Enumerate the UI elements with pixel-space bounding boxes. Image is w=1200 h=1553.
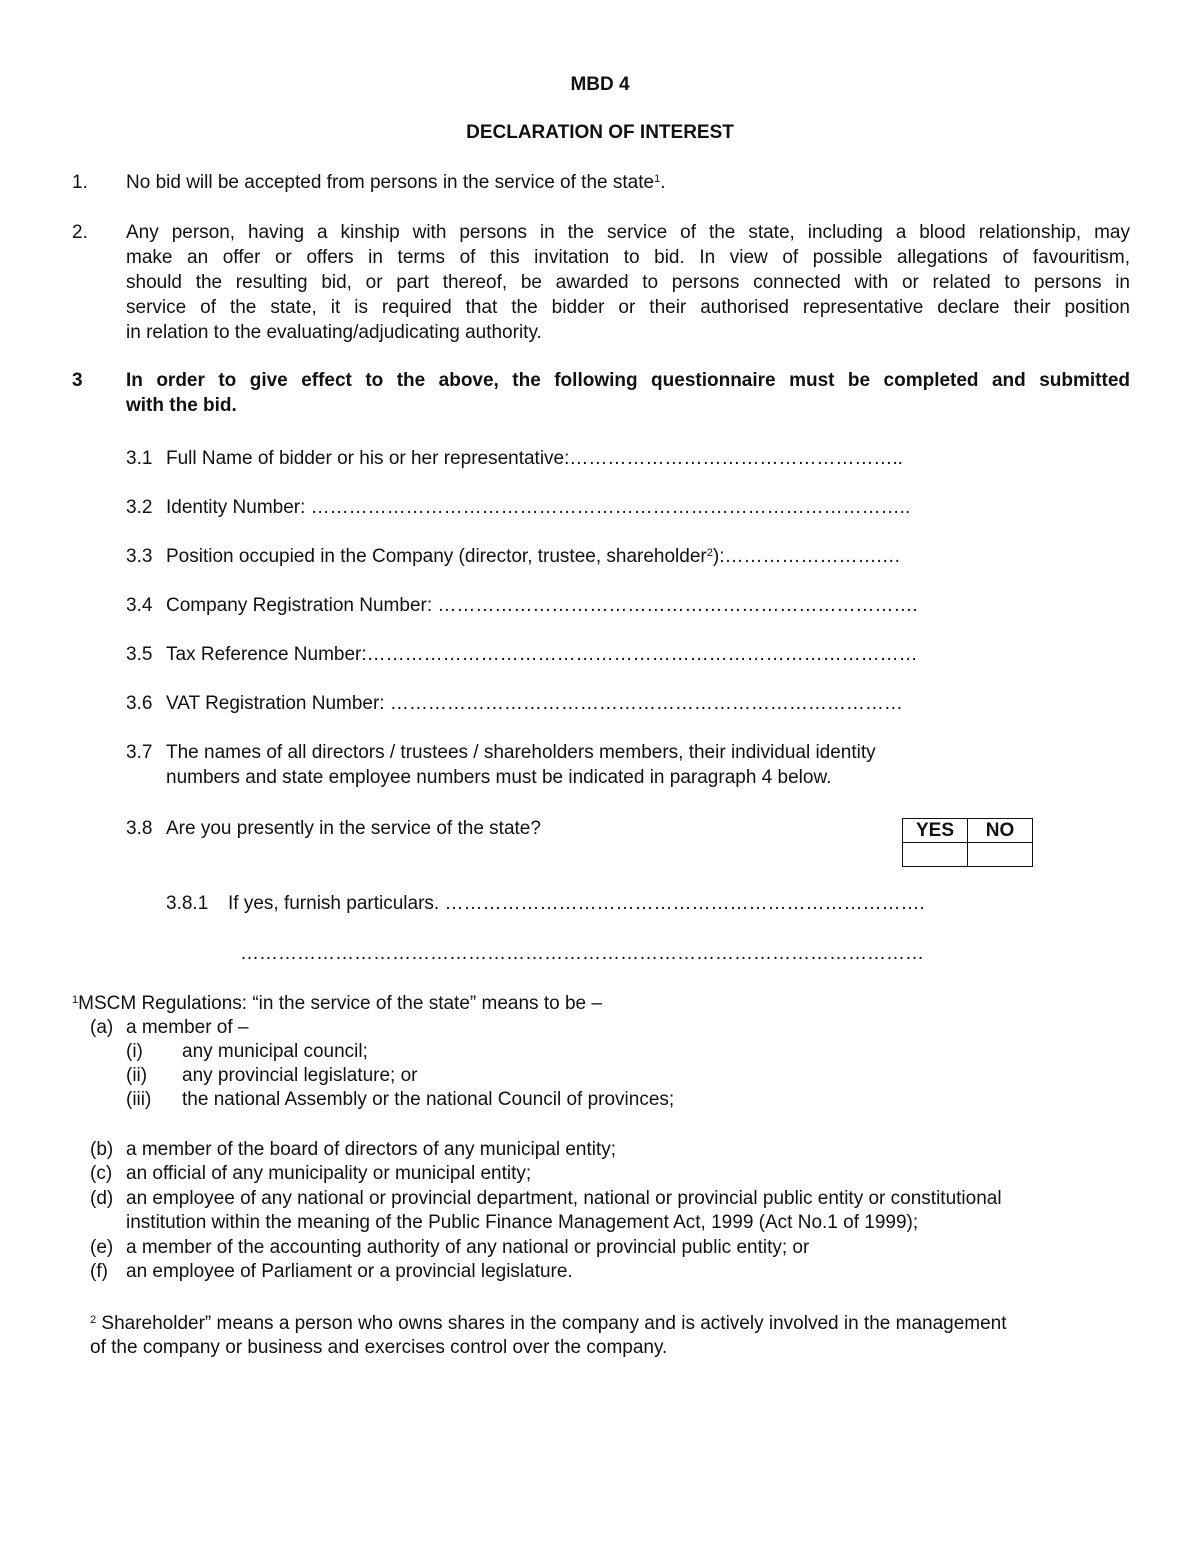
footnote-1-text: MSCM Regulations: “in the service of the state” means to be – <box>78 993 602 1014</box>
q-3-3-number: 3.3 <box>126 546 153 567</box>
footnote-2 <box>90 1313 1007 1335</box>
fn1-c-text: an official of any municipality or municipal entity; <box>126 1163 532 1184</box>
q-3-8-text: Are you presently in the service of the state? <box>166 818 541 839</box>
fn1-a-text: a member of – <box>126 1017 249 1038</box>
q-3-7-text: numbers and state employee numbers must be indicated in paragraph 4 below. <box>166 767 832 788</box>
fn1-d-text: institution within the meaning of the Public Finance Management Act, 1999 (Act No.1 of 1999); <box>126 1212 919 1233</box>
item-1-number: 1. <box>72 172 88 193</box>
full-name-field[interactable]: Full Name of bidder or his or her representative:…………………………………………….. <box>166 448 903 469</box>
item-3-number: 3 <box>72 370 83 391</box>
footnote-2-text-line2: of the company or business and exercises control over the company. <box>90 1337 668 1358</box>
fn1-e-text: a member of the accounting authority of any national or provincial public entity; or <box>126 1237 810 1258</box>
fn1-f-text: an employee of Parliament or a provincial legislature. <box>126 1261 573 1282</box>
footnote-1-marker: 1 <box>72 994 79 1006</box>
item-3-line: with the bid. <box>126 395 237 416</box>
item-2-number: 2. <box>72 222 88 243</box>
fn1-e-label: (e) <box>90 1237 114 1258</box>
fn1-iii-text: the national Assembly or the national Council of provinces; <box>182 1089 675 1110</box>
footnote-2-marker: 2 <box>90 1314 97 1326</box>
footnote-2-text: Shareholder” means a person who owns shares in the company and is actively involved in the management <box>96 1313 1007 1334</box>
fn1-d-label: (d) <box>90 1188 114 1209</box>
item-1-body: No bid will be accepted from persons in the service of the state <box>126 172 655 193</box>
position-label: Position occupied in the Company (director, trustee, shareholder <box>166 546 707 567</box>
yes-checkbox[interactable] <box>903 843 968 867</box>
fn1-ii-label: (ii) <box>126 1065 148 1086</box>
item-2-line: in relation to the evaluating/adjudicating authority. <box>126 322 542 343</box>
q-3-2-number: 3.2 <box>126 497 153 518</box>
no-checkbox[interactable] <box>968 843 1033 867</box>
item-2-line: Any person, having a kinship with persons in the service of the state, including a blood relationship, may <box>126 222 1130 243</box>
footnote-ref-2: 2 <box>706 547 713 559</box>
q-3-7-text: The names of all directors / trustees / shareholders members, their individual identity <box>166 742 876 763</box>
item-1-end: . <box>660 172 666 193</box>
particulars-field-line2[interactable]: ……………………………………………………………………………………………… <box>240 943 924 964</box>
q-3-7-number: 3.7 <box>126 742 153 763</box>
item-2-line: should the resulting bid, or part thereof, be awarded to persons connected with or related to persons in <box>126 272 1130 293</box>
fn1-b-text: a member of the board of directors of any municipal entity; <box>126 1139 617 1160</box>
fn1-iii-label: (iii) <box>126 1089 152 1110</box>
q-3-1-number: 3.1 <box>126 448 153 469</box>
item-2-line: service of the state, it is required that the bidder or their authorised representative declare their position <box>126 297 1130 318</box>
fn1-b-label: (b) <box>90 1139 114 1160</box>
item-1-text <box>126 172 665 194</box>
position-dots: ):…………………….… <box>712 546 901 567</box>
fn1-i-text: any municipal council; <box>182 1041 368 1062</box>
no-header: NO <box>968 819 1033 843</box>
fn1-c-label: (c) <box>90 1163 113 1184</box>
fn1-a-label: (a) <box>90 1017 114 1038</box>
fn1-i-label: (i) <box>126 1041 143 1062</box>
tax-reference-field[interactable]: Tax Reference Number:…………………………………………………………………………… <box>166 644 918 665</box>
vat-registration-field[interactable]: VAT Registration Number: ……………………………………………………………………… <box>166 693 903 714</box>
fn1-d-text: an employee of any national or provincial department, national or provincial public entity or constitutional <box>126 1188 1002 1209</box>
fn1-f-label: (f) <box>90 1261 108 1282</box>
q-3-4-number: 3.4 <box>126 595 153 616</box>
q-3-8-number: 3.8 <box>126 818 153 839</box>
item-2-line: make an offer or offers in terms of this invitation to bid. In view of possible allegations of favouritism, <box>126 247 1130 268</box>
item-3-line: In order to give effect to the above, the following questionnaire must be completed and submitted <box>126 370 1130 391</box>
yes-header: YES <box>903 819 968 843</box>
q-3-8-1-number: 3.8.1 <box>166 893 209 914</box>
fn1-ii-text: any provincial legislature; or <box>182 1065 418 1086</box>
particulars-field[interactable]: If yes, furnish particulars. …………………………………………………………………. <box>228 893 925 914</box>
identity-number-field[interactable]: Identity Number: ………………………………………………………………………………….. <box>166 497 911 518</box>
company-registration-field[interactable]: Company Registration Number: …………………………………………………………………. <box>166 595 918 616</box>
form-code: MBD 4 <box>570 74 630 95</box>
footnote-1-intro <box>72 993 602 1015</box>
q-3-6-number: 3.6 <box>126 693 153 714</box>
footnote-ref-1: 1 <box>654 173 661 185</box>
position-field[interactable] <box>166 546 901 568</box>
q-3-5-number: 3.5 <box>126 644 153 665</box>
page-title: DECLARATION OF INTEREST <box>466 122 734 143</box>
yes-no-table <box>902 818 1033 867</box>
